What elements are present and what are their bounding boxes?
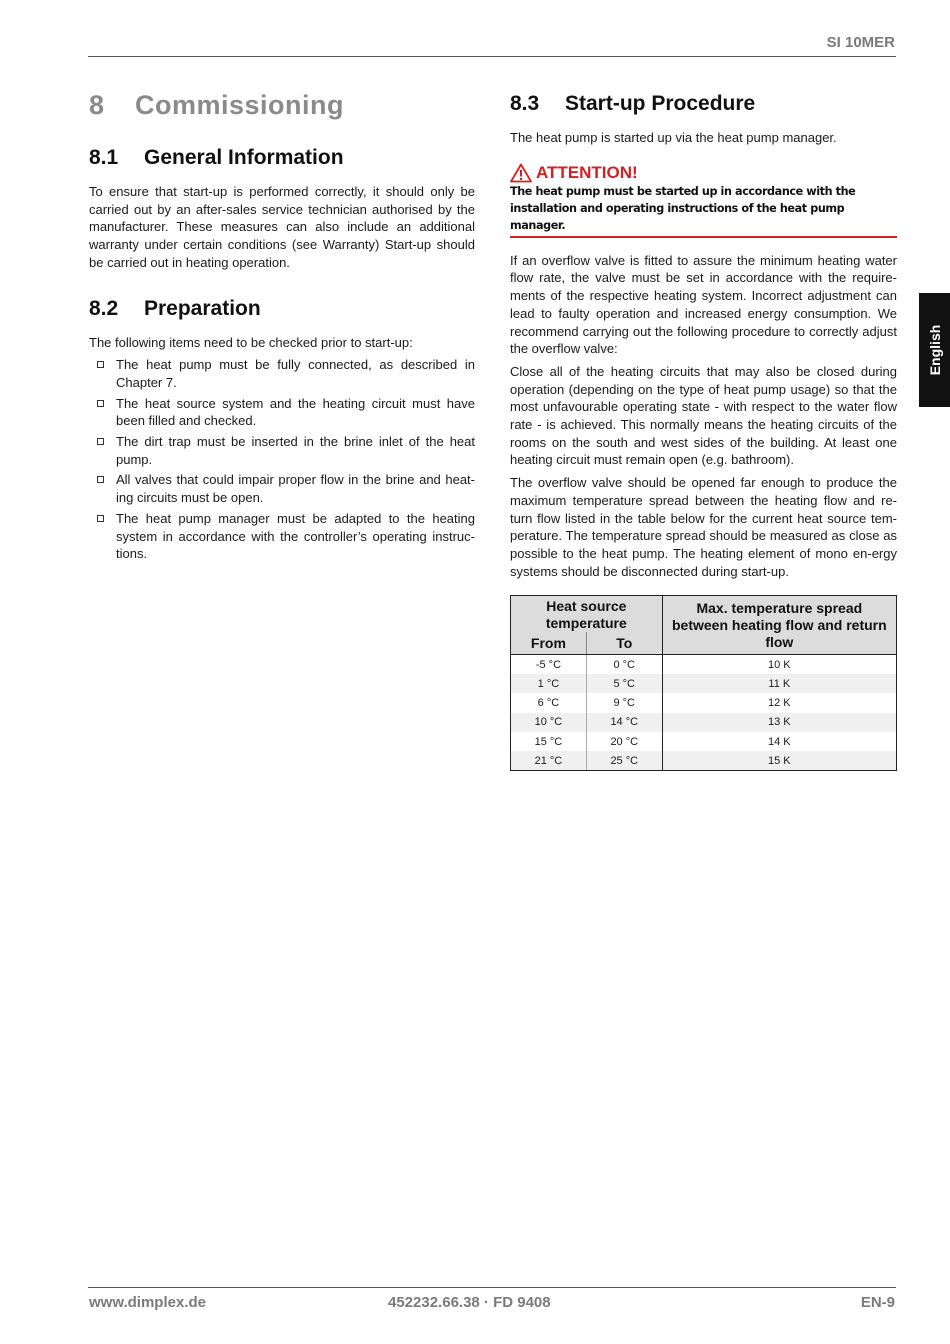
header-model: SI 10MER (826, 34, 895, 51)
list-item-text: The heat pump manager must be adapted to the heating system in accordance with the controller’s operating instruc-tions. (116, 510, 475, 562)
footer-divider (88, 1287, 896, 1288)
column-header-to: To (586, 632, 662, 655)
list-item (89, 433, 475, 468)
list-item-text: All valves that could impair proper flow in the brine and heat-ing circuits must be open. (116, 472, 475, 506)
cell-to: 0 °C (586, 655, 662, 674)
chapter-title-text: Commissioning (135, 90, 345, 120)
temperature-spread-table (510, 595, 897, 771)
right-column (510, 92, 897, 771)
section-number: 8.3 (510, 92, 540, 115)
list-item (89, 356, 475, 391)
attention-title: ATTENTION! (536, 162, 638, 182)
table-row (511, 674, 897, 693)
preparation-intro: The following items need to be checked prior to start-up: (89, 334, 413, 350)
cell-from: 21 °C (511, 751, 587, 770)
section-title: General Information (144, 146, 344, 169)
header-divider (88, 56, 896, 57)
list-item-text: The heat source system and the heating circuit must have been filled and checked. (116, 395, 475, 429)
section-title: Start-up Procedure (565, 92, 756, 115)
table-row (511, 693, 897, 712)
cell-spread: 14 K (662, 732, 896, 751)
cell-from: 1 °C (511, 674, 587, 693)
cell-spread: 11 K (662, 674, 896, 693)
cell-from: 10 °C (511, 713, 587, 732)
footer-page-number: EN-9 (860, 1294, 895, 1311)
general-information-text: To ensure that start-up is performed correctly, it should only be carried out by an after-sales service technician authorised by the manufacturer. These measures can also include an additional warranty under certain conditions (see Warranty) Start-up should be carried out in heating operation. (89, 184, 475, 270)
left-column (89, 90, 475, 566)
cell-to: 14 °C (586, 713, 662, 732)
list-item (89, 395, 475, 430)
startup-paragraph: The overflow valve should be opened far enough to produce the maximum temperature spread between the heating flow and re-turn flow listed in the table below for the current heat source tem-perature. The temperature spread should be measured as close as possible to the heat pump. The heating element of mono en-ergy systems should be disconnected during start-up. (510, 475, 897, 579)
square-bullet-icon (97, 515, 104, 522)
cell-from: 6 °C (511, 693, 587, 712)
cell-to: 20 °C (586, 732, 662, 751)
square-bullet-icon (97, 400, 104, 407)
cell-spread: 12 K (662, 693, 896, 712)
section-number: 8.1 (89, 146, 119, 169)
section-heading (89, 146, 475, 170)
table-row (511, 732, 897, 751)
section-heading (510, 92, 897, 116)
cell-to: 25 °C (586, 751, 662, 770)
chapter-number: 8 (89, 90, 105, 120)
column-header-from: From (511, 632, 587, 655)
language-tab (919, 293, 950, 407)
cell-to: 5 °C (586, 674, 662, 693)
chapter-title (89, 90, 475, 121)
footer-doc-number: 452232.66.38 · FD 9408 (388, 1294, 551, 1311)
table-row (511, 751, 897, 770)
startup-paragraph: Close all of the heating circuits that may also be closed during operation (depending on the type of heat pump usage) so that the most unfavourable operating state - with respect to the water flow rate - is achieved. This normally means the heating circuits of the rooms on the south and west sides of the building. At least one heating circuit must remain open (e.g. bathroom). (510, 363, 897, 468)
cell-spread: 15 K (662, 751, 896, 770)
list-item-text: The heat pump must be fully connected, as described in Chapter 7. (116, 357, 475, 390)
list-item (89, 471, 475, 506)
square-bullet-icon (97, 476, 104, 483)
startup-intro: The heat pump is started up via the heat pump manager. (510, 130, 837, 145)
list-item-text: The dirt trap must be inserted in the brine inlet of the heat pump. (116, 434, 475, 467)
section-preparation (89, 297, 475, 563)
cell-to: 9 °C (586, 693, 662, 712)
attention-text: The heat pump must be started up in accordance with the installation and operating instructions of the heat pump manager. (510, 183, 897, 238)
cell-from: 15 °C (511, 732, 587, 751)
section-title: Preparation (144, 296, 261, 320)
warning-triangle-icon (510, 163, 532, 183)
cell-spread: 10 K (662, 655, 896, 674)
list-item (89, 510, 475, 563)
section-heading (89, 297, 475, 321)
startup-paragraph: If an overflow valve is fitted to assure the minimum heating water flow rate, the valve must be set in accordance with the require-ments of the respective heating system. Incorrect adjustment can lead to faulty operation and increased energy consumption. We recommend carrying out the following procedure to correctly adjust the overflow valve: (510, 252, 897, 357)
cell-from: -5 °C (511, 655, 587, 674)
section-general-information (89, 146, 475, 272)
attention-header (510, 163, 897, 183)
table-row (511, 655, 897, 674)
section-number: 8.2 (89, 296, 119, 320)
column-header-max-spread: Max. temperature spread between heating flow and return flow (662, 596, 896, 655)
footer-website: www.dimplex.de (89, 1294, 206, 1311)
square-bullet-icon (97, 438, 104, 445)
preparation-checklist (89, 356, 475, 563)
table-row (511, 713, 897, 732)
square-bullet-icon (97, 361, 104, 368)
column-header-heat-source: Heat source temperature (511, 596, 663, 633)
cell-spread: 13 K (662, 713, 896, 732)
attention-box (510, 163, 897, 238)
language-tab-label: English (926, 324, 943, 376)
